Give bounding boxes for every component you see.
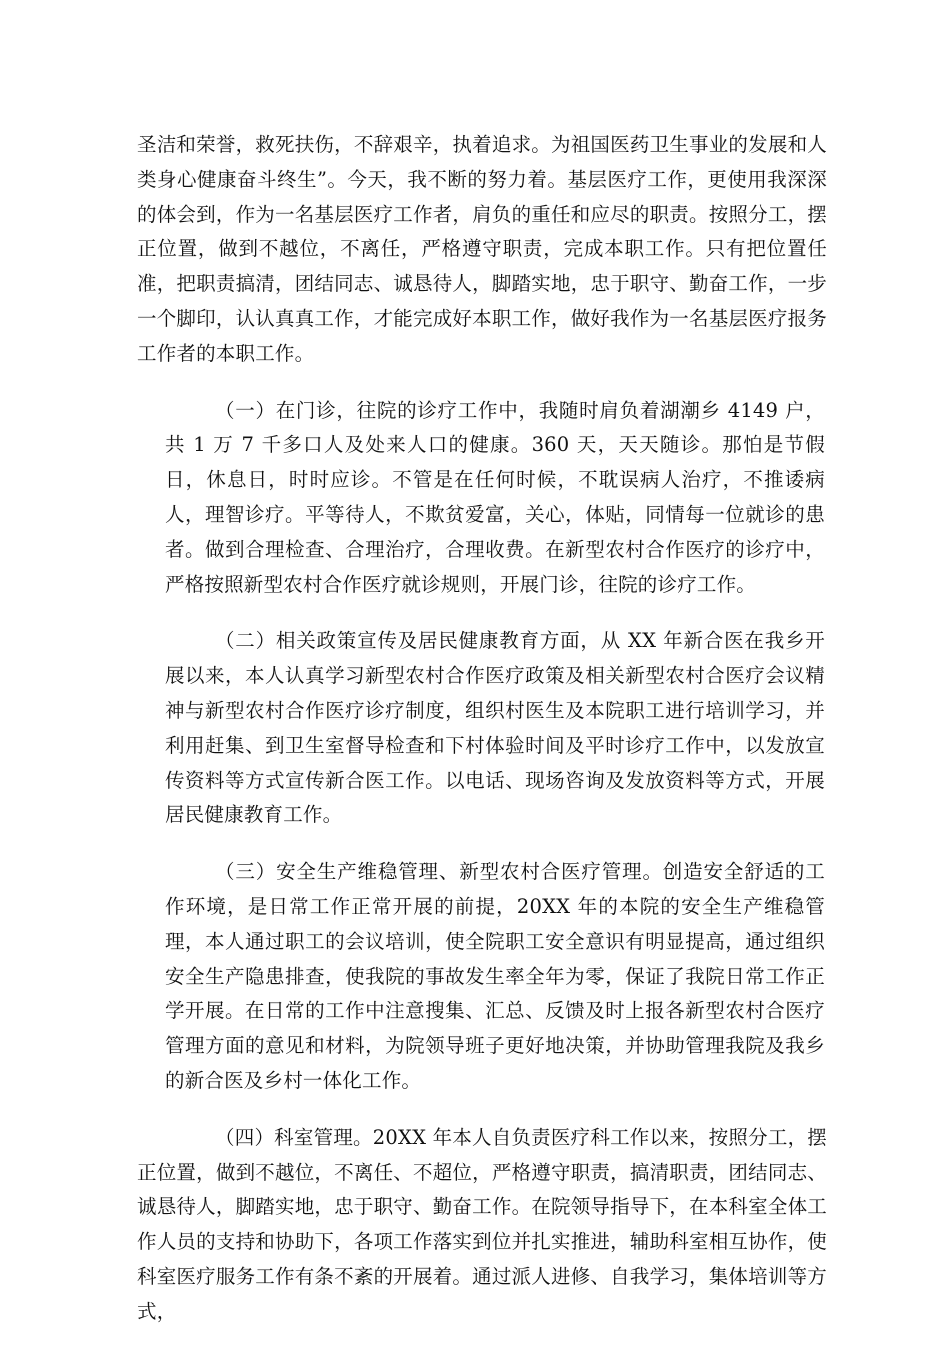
paragraph-section-2: （二）相关政策宣传及居民健康教育方面，从 XX 年新合医在我乡开展以来，本人认真学习新型农村合作医疗政策及相关新型农村合医疗会议精神与新型农村合作医疗诊疗制度，组织村医生及本院职工进行培训学习，并利用赶集、到卫生室督导检查和下村体验时间及平时诊疗工作中，以发放宣传资料等方式宣传新合医工作。以电话、现场咨询及发放资料等方式，开展居民健康教育工作。 [165,629,825,827]
paragraph-section-3: （三）安全生产维稳管理、新型农村合医疗管理。创造安全舒适的工作环境，是日常工作正常开展的前提，20XX 年的本院的安全生产维稳管理，本人通过职工的会议培训，使全院职工安全意识有明显提高，通过组织安全生产隐患排查，使我院的事故发生率全年为零，保证了我院日常工作正学开展。在日常的工作中注意搜集、汇总、反馈及时上报各新型农村合医疗管理方面的意见和材料，为院领导班子更好地决策，并协助管理我院及我乡的新合医及乡村一体化工作。 [165,860,825,1092]
paragraph-section-1: （一）在门诊，往院的诊疗工作中，我随时肩负着湖潮乡 4149 户，共 1 万 7 千多口人及处来人口的健康。360 天，天天随诊。那怕是节假日，休息日，时时应诊。不管是在任何时候，不耽误病人治疗，不推诿病人，理智诊疗。平等待人，不欺贫爱富，关心，体贴，同情每一位就诊的患者。做到合理检查、合理治疗，合理收费。在新型农村合作医疗的诊疗中，严格按照新型农村合作医疗就诊规则，开展门诊，往院的诊疗工作。 [165,398,825,596]
paragraph-section-4: （四）科室管理。20XX 年本人自负责医疗科工作以来，按照分工，摆正位置，做到不越位，不离任、不超位，严格遵守职责，搞清职责，团结同志、诚恳待人，脚踏实地，忠于职守、勤奋工作。在院领导指导下，在本科室全体工作人员的支持和协助下，各项工作落实到位并扎实推进，辅助科室相互协作，使科室医疗服务工作有条不紊的开展着。通过派人进修、自我学习，集体培训等方式， [137,1125,827,1323]
paragraph-intro: 圣洁和荣誉，救死扶伤，不辞艰辛，执着追求。为祖国医药卫生事业的发展和人类身心健康奋斗终生”。今天，我不断的努力着。基层医疗工作，更使用我深深的体会到，作为一名基层医疗工作者，肩负的重任和应尽的职责。按照分工，摆正位置，做到不越位，不离任，严格遵守职责，完成本职工作。只有把位置任准，把职责搞清，团结同志、诚恳待人，脚踏实地，忠于职守、勤奋工作，一步一个脚印，认认真真工作，才能完成好本职工作，做好我作为一名基层医疗报务工作者的本职工作。 [137,133,827,365]
document-body [137,128,827,1352]
